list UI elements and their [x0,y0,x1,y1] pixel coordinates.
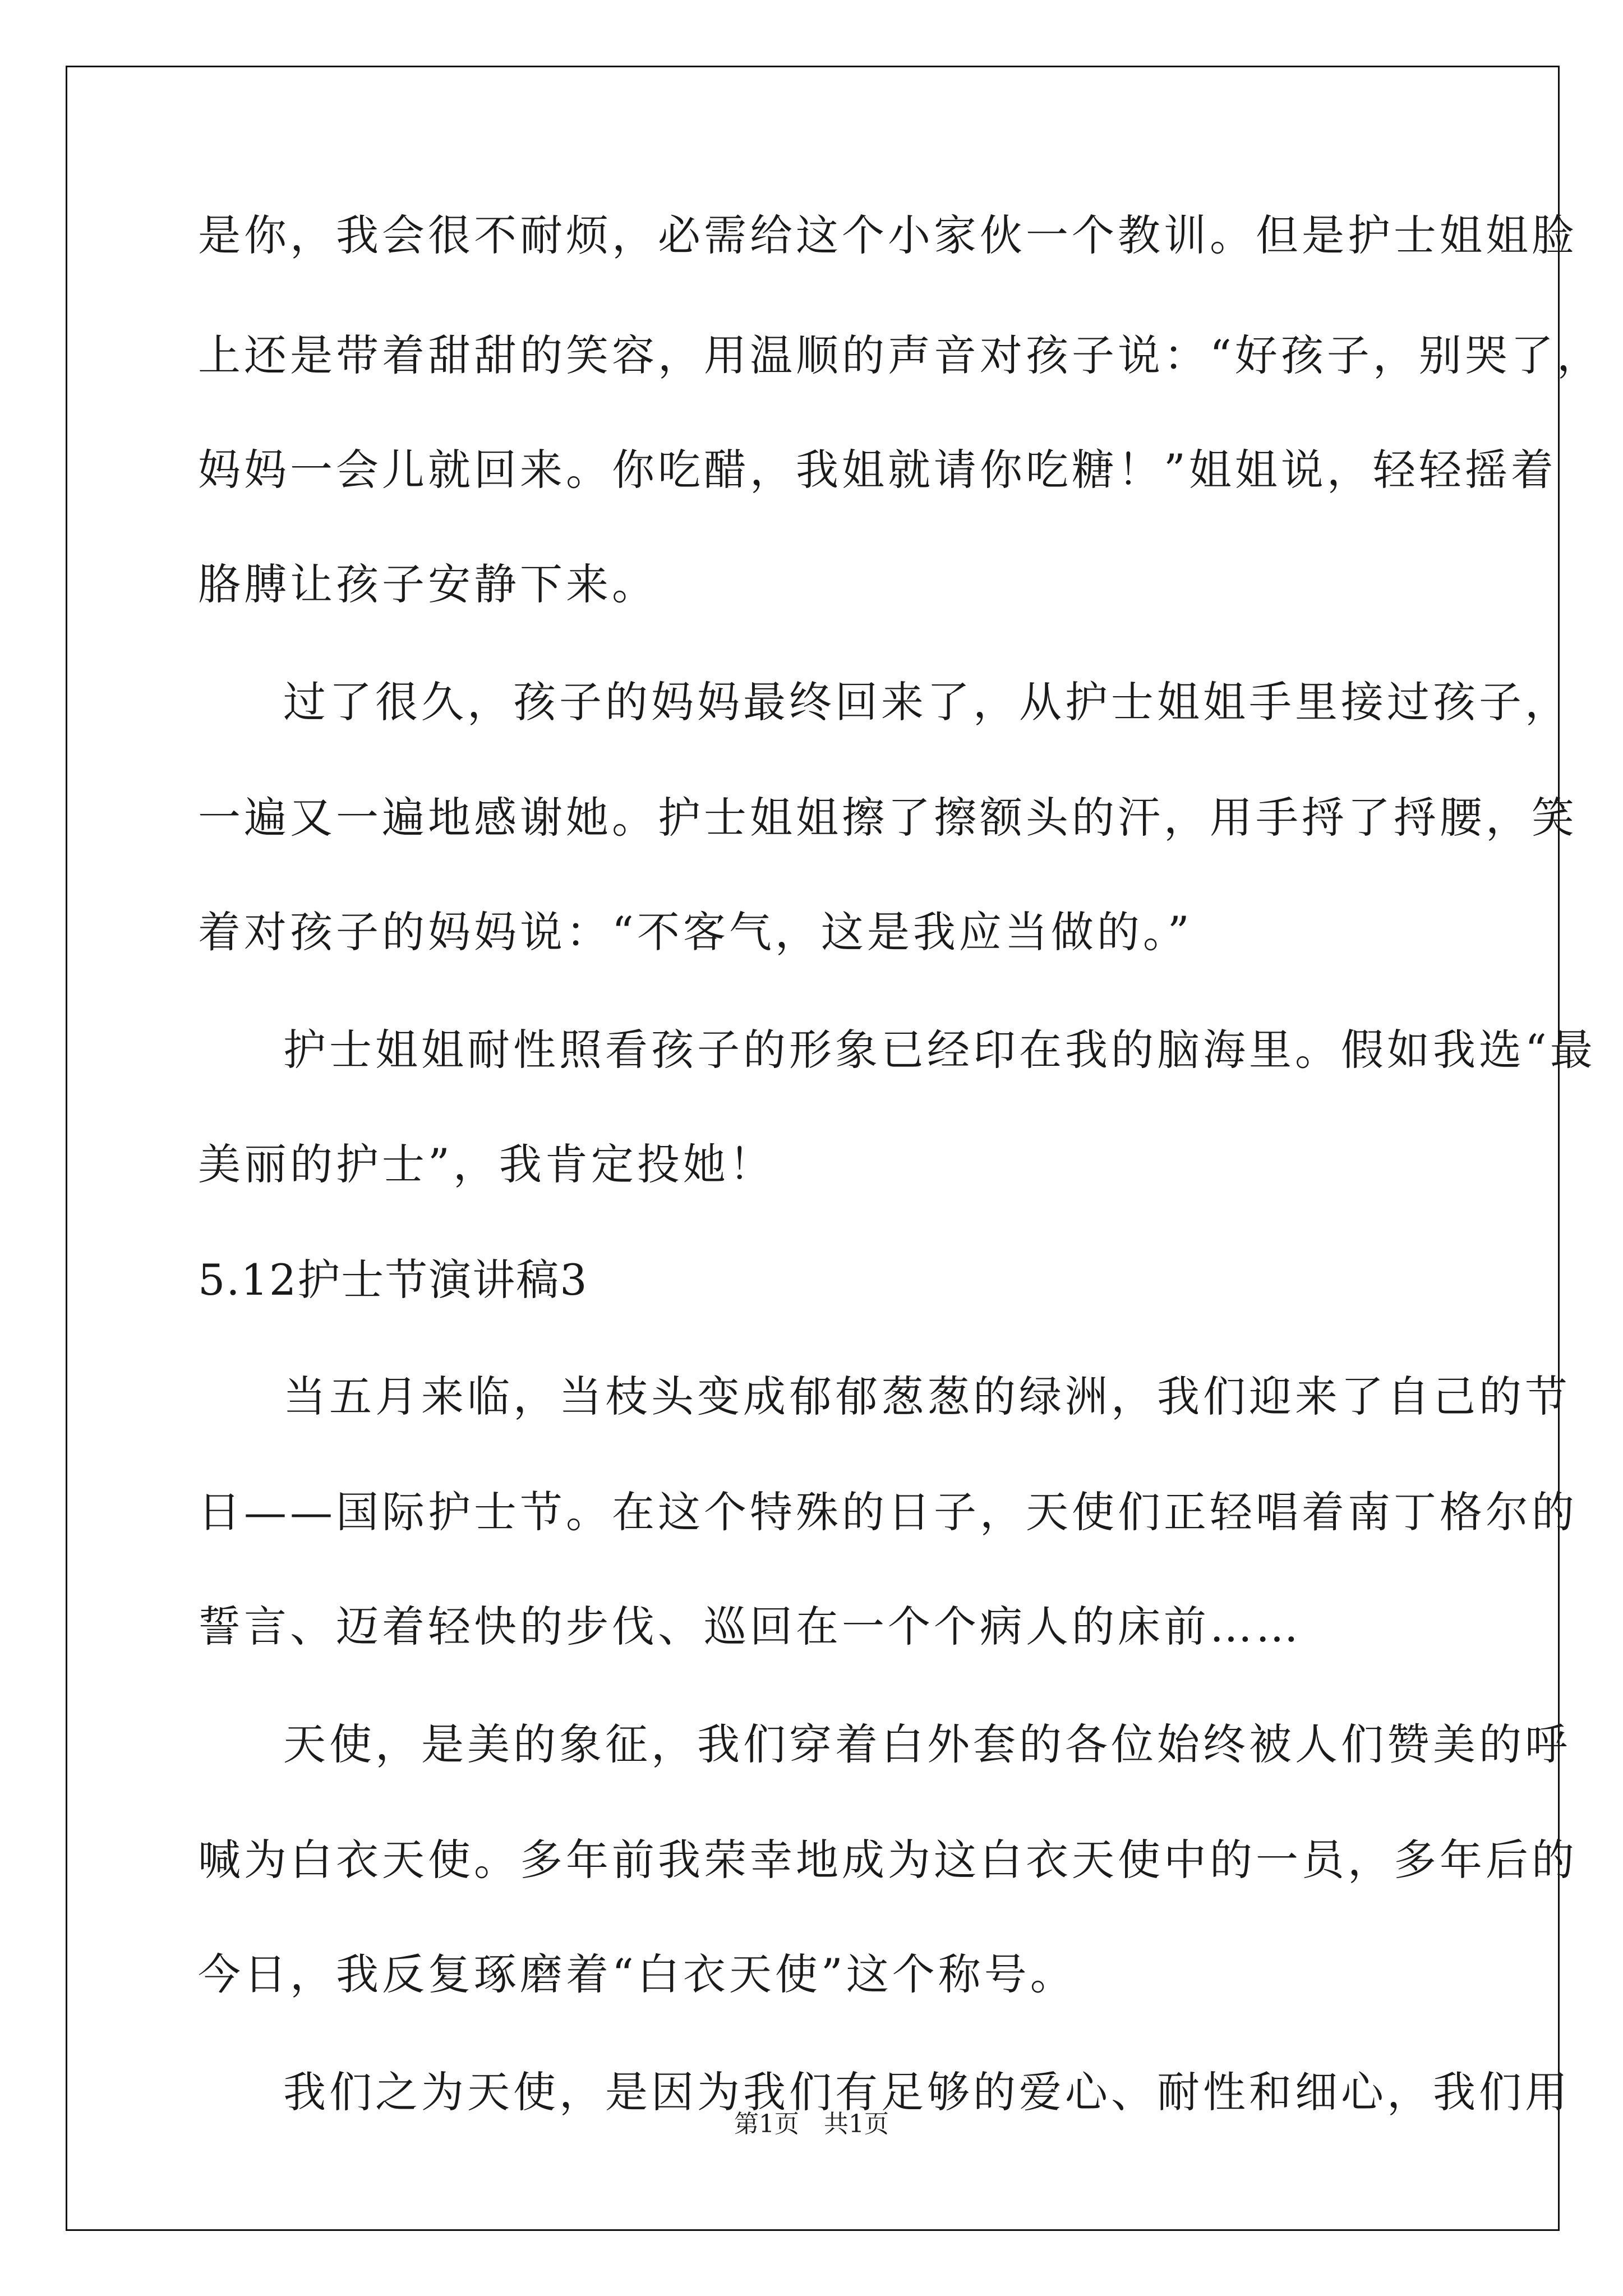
text-line: 着对孩子的妈妈说：“不客气，这是我应当做的。” [198,907,1193,957]
page-footer: 第1页 共1页 [734,2110,889,2138]
paragraph-first-line: 我们之为天使，是因为我们有足够的爱心、耐性和细心，我们用 [283,2067,1571,2117]
paragraph-first-line: 过了很久，孩子的妈妈最终回来了，从护士姐姐手里接过孩子， [283,677,1571,727]
text-line: 美丽的护士”，我肯定投她！ [198,1139,775,1189]
section-heading: 5.12护士节演讲稿3 [198,1255,588,1305]
paragraph-first-line: 天使，是美的象征，我们穿着白外套的各位始终被人们赞美的呼 [283,1719,1571,1769]
text-line: 喊为白衣天使。多年前我荣幸地成为这白衣天使中的一员，多年后的 [198,1835,1578,1885]
text-line: 日——国际护士节。在这个特殊的日子，天使们正轻唱着南丁格尔的 [198,1487,1578,1537]
text-line: 上还是带着甜甜的笑容，用温顺的声音对孩子说：“好孩子，别哭了， [198,330,1603,380]
text-line: 是你，我会很不耐烦，必需给这个小家伙一个教训。但是护士姐姐脸 [198,210,1578,260]
text-line: 今日，我反复琢磨着“白衣天使”这个称号。 [198,1949,1076,1999]
paragraph-first-line: 当五月来临，当枝头变成郁郁葱葱的绿洲，我们迎来了自己的节 [283,1372,1571,1421]
text-line: 妈妈一会儿就回来。你吃醋，我姐就请你吃糖！”姐姐说，轻轻摇着 [198,445,1557,495]
text-line: 胳膊让孩子安静下来。 [198,559,658,609]
text-line: 誓言、迈着轻快的步伐、巡回在一个个病人的床前…… [198,1602,1302,1651]
text-line: 一遍又一遍地感谢她。护士姐姐擦了擦额头的汗，用手捋了捋腰，笑 [198,793,1578,843]
paragraph-first-line: 护士姐姐耐性照看孩子的形象已经印在我的脑海里。假如我选“最 [283,1025,1596,1075]
